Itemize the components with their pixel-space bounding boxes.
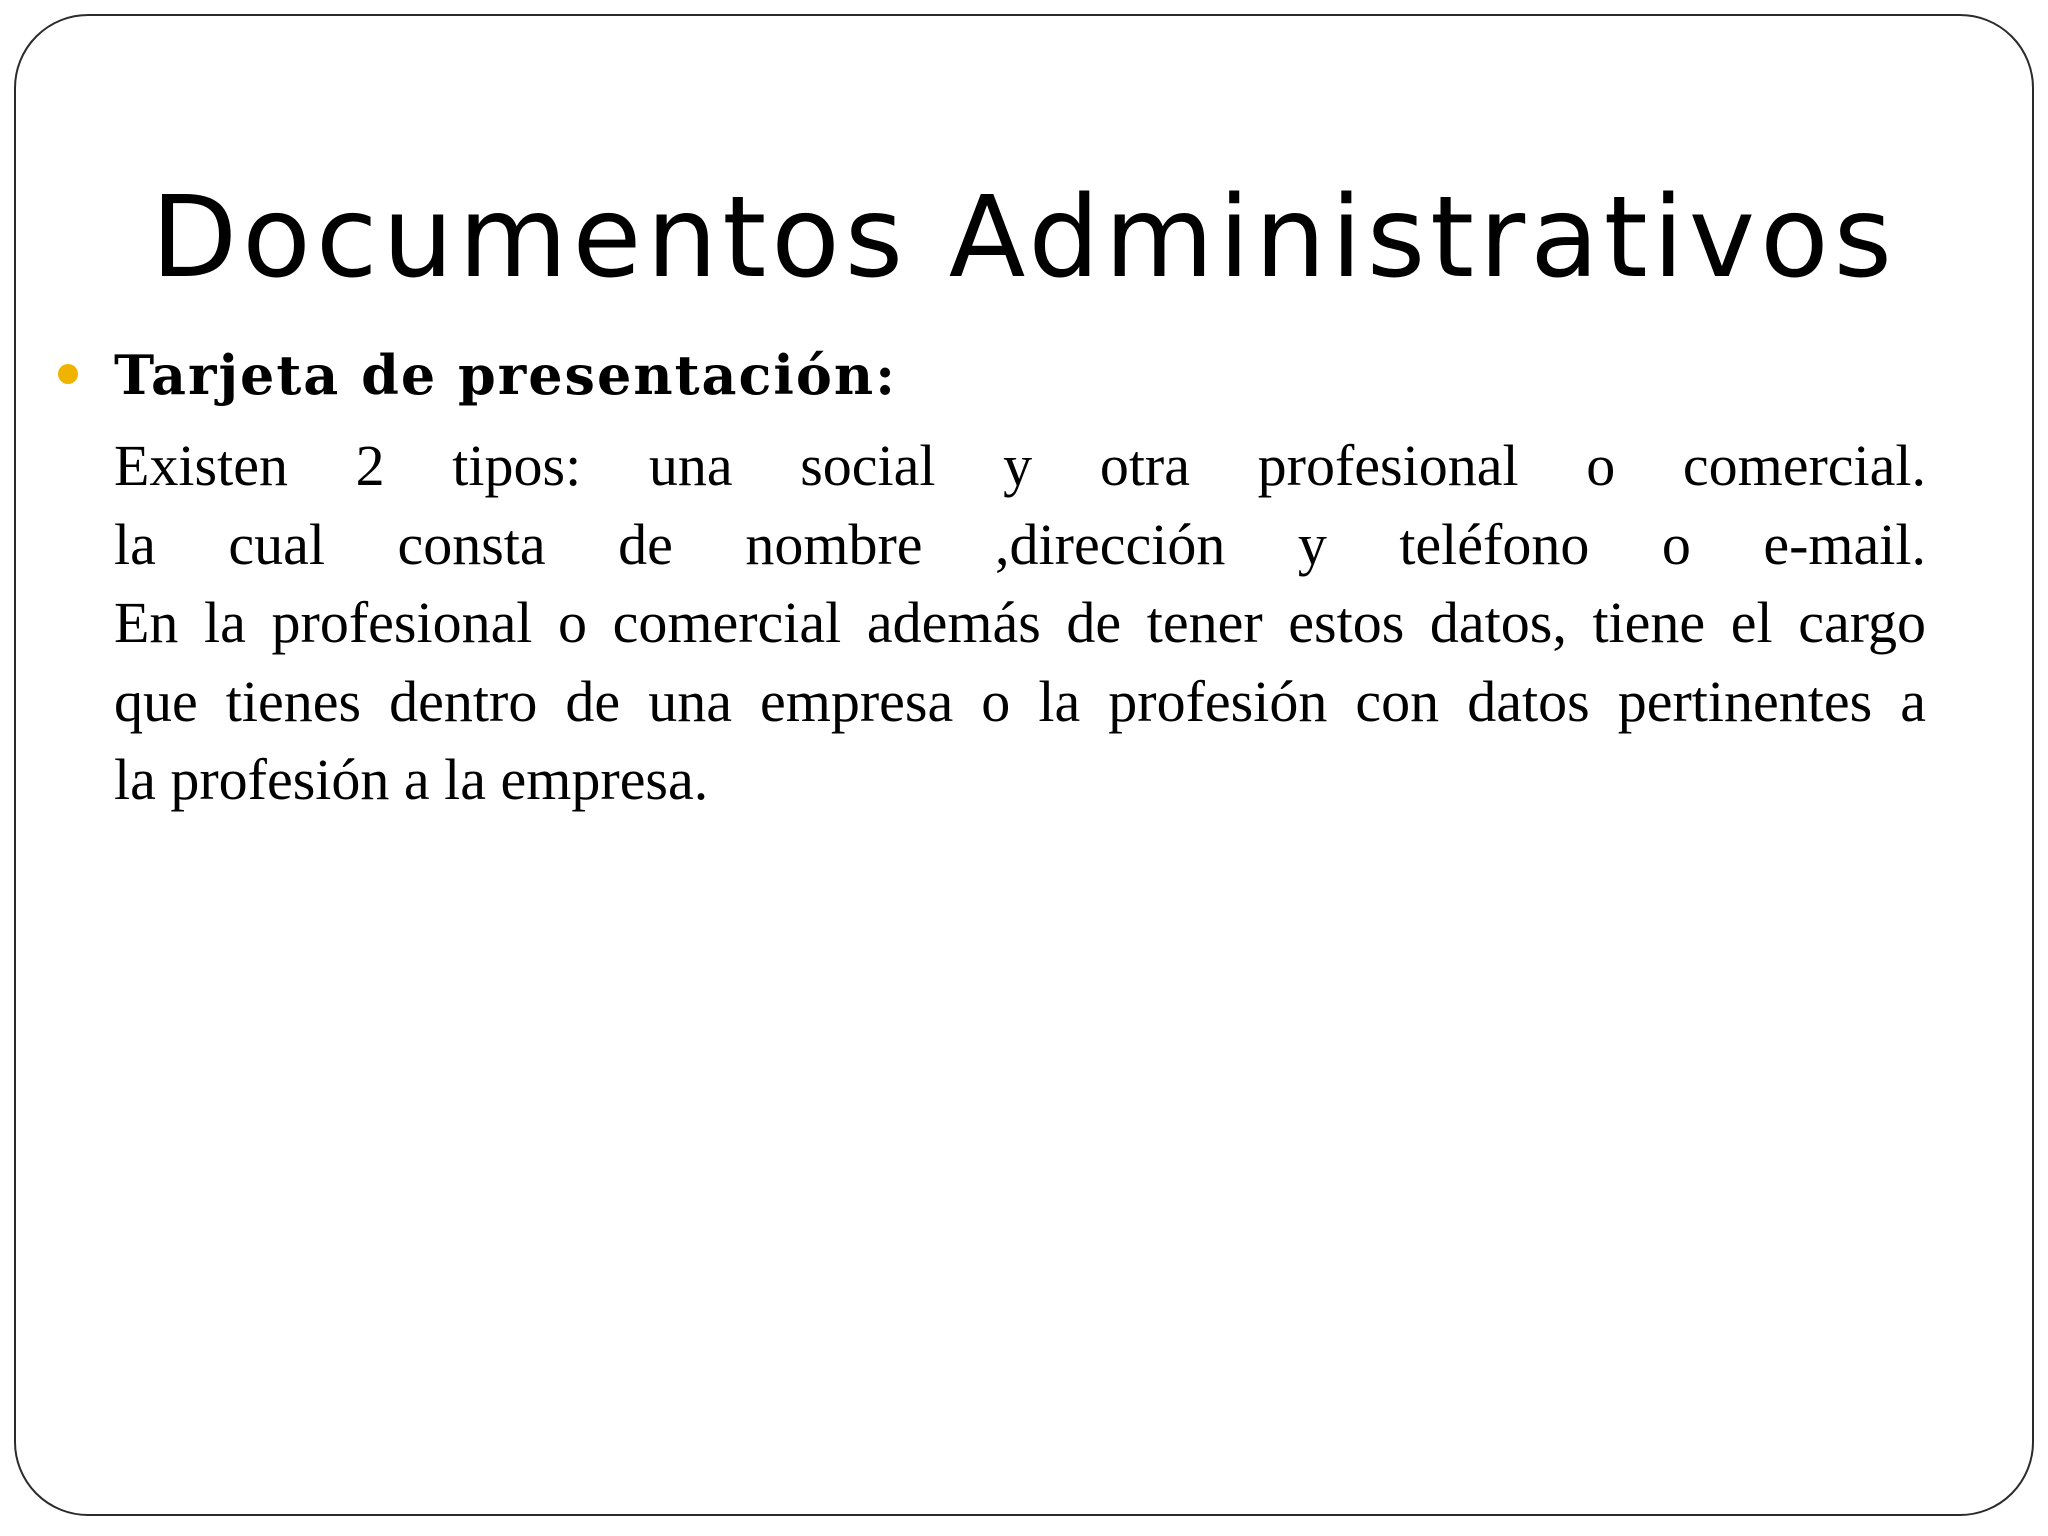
body-paragraph [114, 427, 1926, 820]
body-line: En la profesional o comercial además de tener estos datos, tiene el cargo [114, 590, 1926, 655]
body-line: que tienes dentro de una empresa o la profesión con datos pertinentes a [114, 668, 1926, 734]
bullet-heading: Tarjeta de presentación: [114, 343, 898, 407]
bullet-item [50, 340, 1930, 410]
body-line: la profesión a la empresa. [114, 747, 709, 812]
body-line: Existen 2 tipos: una social y otra profesional o comercial. [114, 433, 1926, 498]
bullet-dot-icon [58, 364, 78, 384]
body-line: la cual consta de nombre ,dirección y teléfono o e-mail. [114, 511, 1926, 577]
slide-title: Documentos Administrativos [151, 173, 1897, 303]
